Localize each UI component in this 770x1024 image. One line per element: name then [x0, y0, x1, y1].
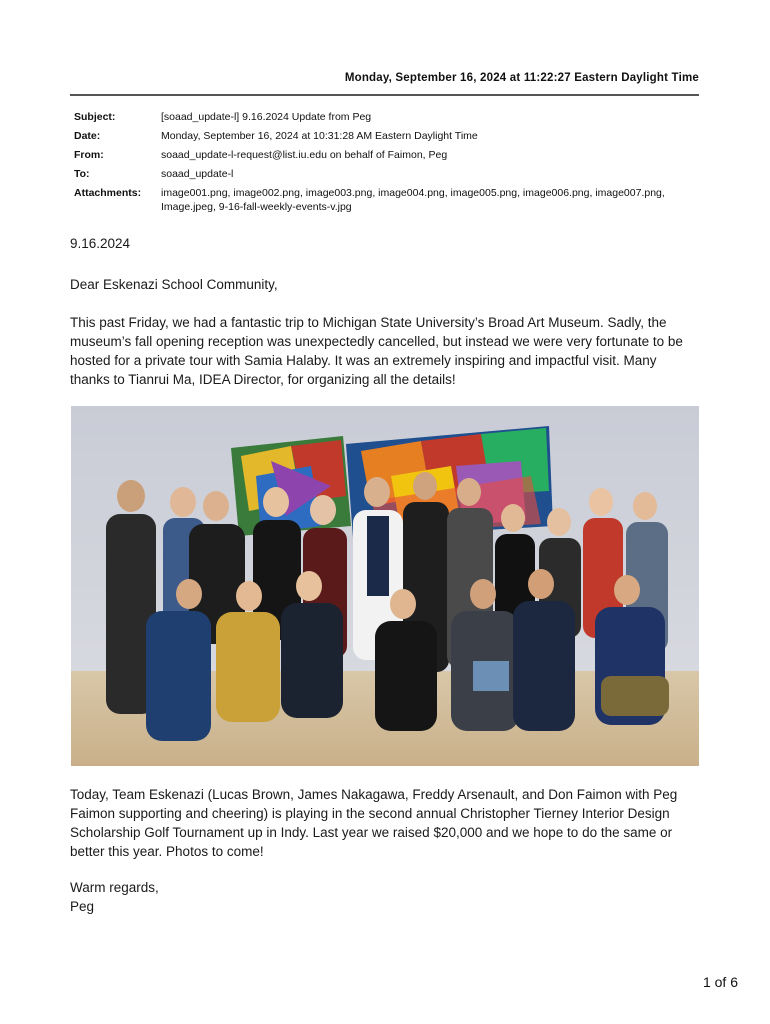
closing: Warm regards, — [70, 880, 159, 895]
subject-label: Subject: — [74, 111, 116, 123]
to-value: soaad_update-l — [161, 168, 234, 180]
subject-row — [74, 108, 699, 127]
subject-value: [soaad_update-l] 9.16.2024 Update from Peg — [161, 111, 372, 123]
to-row — [74, 165, 699, 184]
email-metadata — [74, 108, 699, 217]
greeting: Dear Eskenazi School Community, — [70, 277, 278, 292]
attachments-value[interactable]: image001.png, image002.png, image003.png, image004.png, image005.png, image006.png, image007.png, Image.jpeg, 9-16-fall-weekly-events-v.jpg — [161, 187, 665, 213]
attachments-row — [74, 184, 699, 217]
from-value: soaad_update-l-request@list.iu.edu on behalf of Faimon, Peg — [161, 149, 448, 161]
body-date: 9.16.2024 — [70, 236, 131, 251]
paragraph-broad-museum: This past Friday, we had a fantastic trip to Michigan State University’s Broad Art Museum. Sadly, the museum’s fall opening reception was unexpectedly cancelled, but instead we were very fortunate to be hosted for a private tour with Samia Halaby. It was an extremely inspiring and impactful visit. Many thanks to Tianrui Ma, IDEA Director, for organizing all the details! — [70, 315, 683, 387]
signature: Peg — [70, 899, 95, 914]
attachments-label: Attachments: — [74, 187, 142, 199]
from-label: From: — [74, 149, 104, 161]
date-value: Monday, September 16, 2024 at 10:31:28 AM Eastern Daylight Time — [161, 130, 478, 142]
group-photo — [71, 406, 699, 766]
print-timestamp: Monday, September 16, 2024 at 11:22:27 Eastern Daylight Time — [344, 72, 699, 84]
from-row — [74, 146, 699, 165]
date-label: Date: — [74, 130, 101, 142]
page-number: 1 of 6 — [702, 974, 738, 990]
to-label: To: — [74, 168, 90, 180]
header-divider — [70, 94, 699, 96]
date-row — [74, 127, 699, 146]
paragraph-golf-tournament: Today, Team Eskenazi (Lucas Brown, James Nakagawa, Freddy Arsenault, and Don Faimon with Peg Faimon supporting and cheering) is playing in the second annual Christopher Tierney Interior Design Scholarship Golf Tournament up in Indy. Last year we raised $20,000 and we hope to do the same or better this year. Photos to come! — [70, 787, 678, 859]
